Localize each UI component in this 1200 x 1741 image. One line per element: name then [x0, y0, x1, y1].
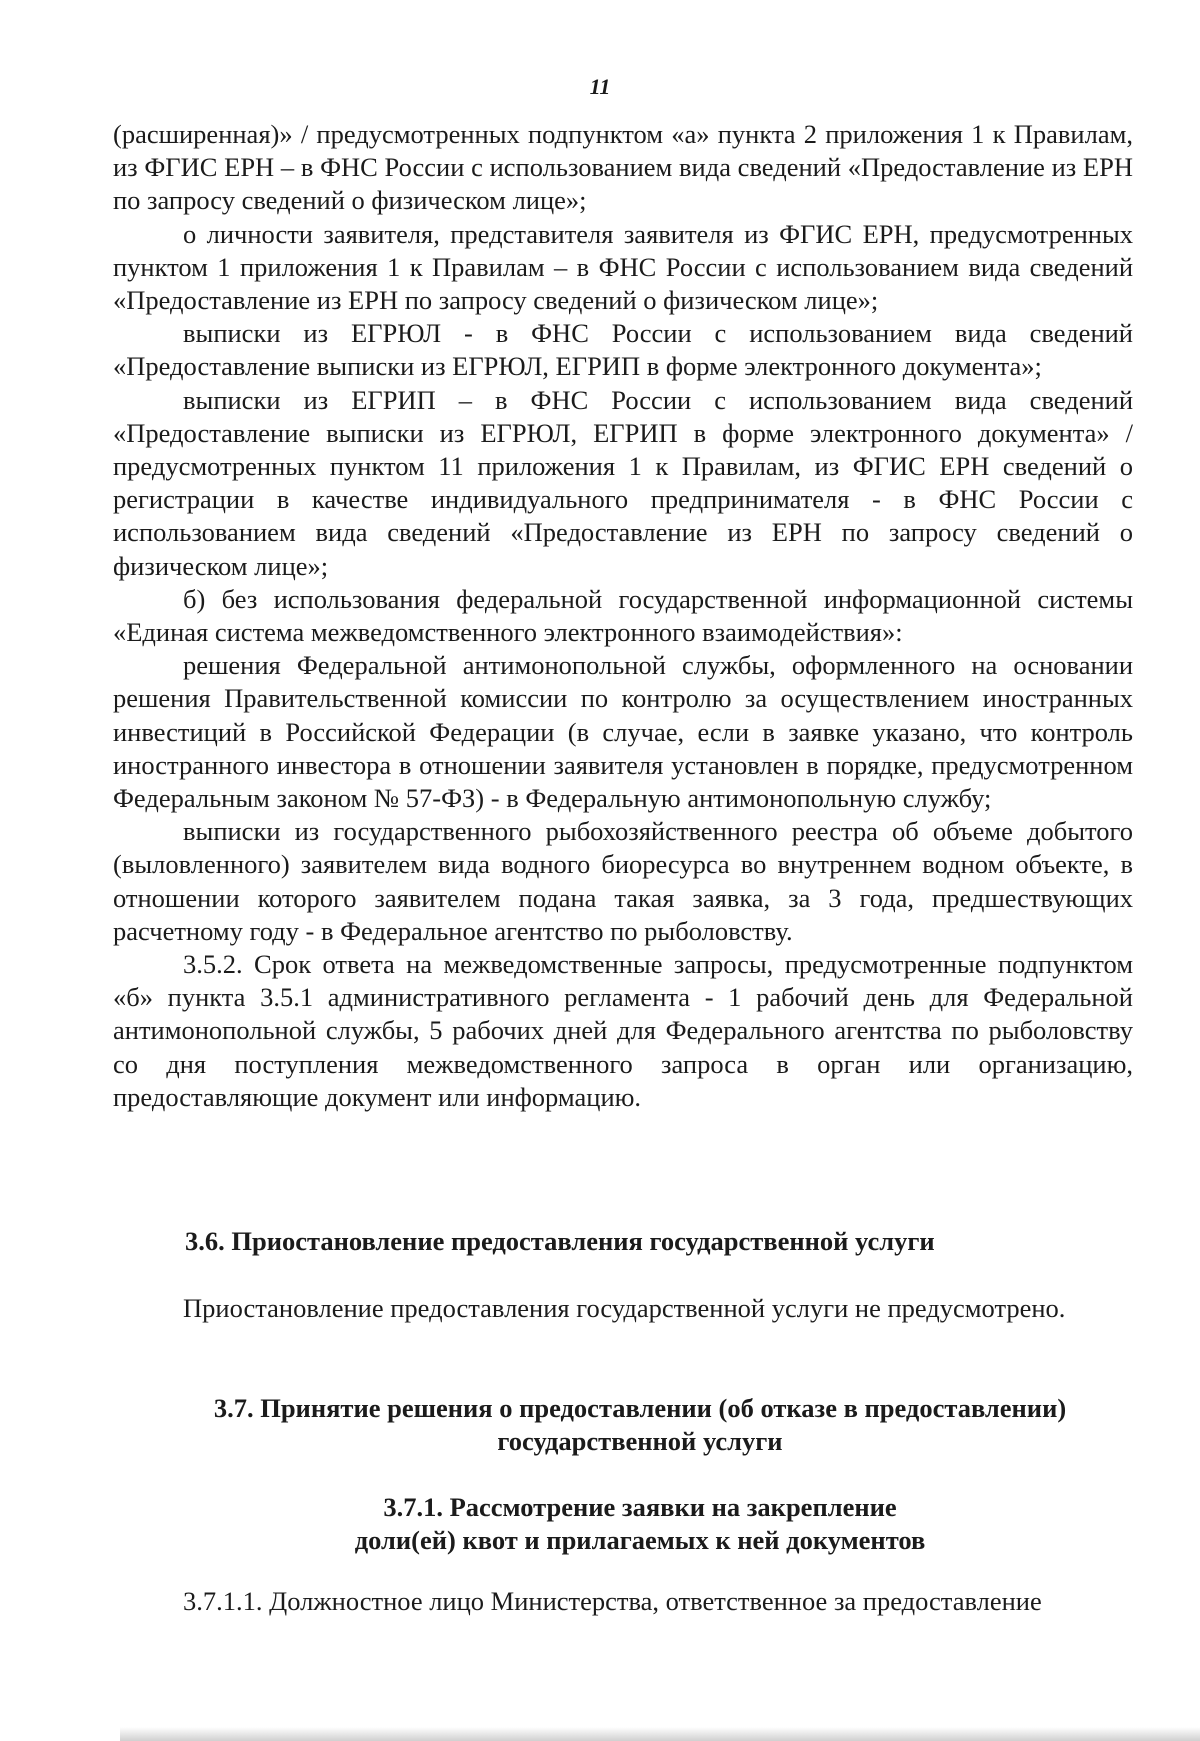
section-3-7-1-1-body	[113, 1585, 1133, 1618]
paragraph: о личности заявителя, представителя заявителя из ФГИС ЕРН, предусмотренных пунктом 1 приложения 1 к Правилам – в ФНС России с использованием вида сведений «Предоставление из ЕРН по запросу сведений о физическом лице»;	[113, 218, 1133, 316]
section-3-6-body	[113, 1292, 1133, 1325]
paragraph: выписки из государственного рыбохозяйственного реестра об объеме добытого (выловленного) заявителем вида водного биоресурса во внутреннем водном объекте, в отношении которого заявителем подана такая заявка, за 3 года, предшествующих расчетному году - в Федеральное агентство по рыболовству.	[113, 816, 1133, 946]
section-3-7-1-heading	[140, 1491, 1140, 1557]
paragraph: выписки из ЕГРИП – в ФНС России с использованием вида сведений «Предоставление выписки из ЕГРЮЛ, ЕГРИП в форме электронного документа» / предусмотренных пунктом 11 приложения 1 к Правилам, из ФГИС ЕРН сведений о регистрации в качестве индивидуального предпринимателя - в ФНС России с использованием вида сведений «Предоставление из ЕРН по запросу сведений о физическом лице»;	[113, 384, 1133, 581]
paragraph: Приостановление предоставления государственной услуги не предусмотрено.	[183, 1293, 1066, 1323]
paragraph: (расширенная)» / предусмотренных подпунктом «а» пункта 2 приложения 1 к Правилам, из ФГИС ЕРН – в ФНС России с использованием вида сведений «Предоставление из ЕРН по запросу сведений о физическом лице»;	[113, 119, 1133, 216]
heading-line: 3.7.1. Рассмотрение заявки на закрепление	[383, 1492, 897, 1522]
section-3-6-heading: 3.6. Приостановление предоставления государственной услуги	[185, 1226, 935, 1256]
heading-line: государственной услуги	[497, 1426, 783, 1456]
scan-edge-shadow	[120, 1727, 1200, 1741]
paragraph: 3.7.1.1. Должностное лицо Министерства, ответственное за предоставление	[183, 1586, 1042, 1616]
heading-line: доли(ей) квот и прилагаемых к ней документов	[354, 1525, 926, 1555]
heading-line: 3.7. Принятие решения о предоставлении (об отказе в предоставлении)	[213, 1393, 1067, 1423]
section-3-7-heading	[140, 1392, 1140, 1458]
paragraph: 3.5.2. Срок ответа на межведомственные запросы, предусмотренные подпунктом «б» пункта 3.5.1 административного регламента - 1 рабочий день для Федеральной антимонопольной службы, 5 рабочих дней для Федерального агентства по рыболовству со дня поступления межведомственного запроса в орган или организацию, предоставляющие документ или информацию.	[113, 949, 1133, 1112]
paragraph: б) без использования федеральной государственной информационной системы «Единая система межведомственного электронного взаимодействия»:	[113, 583, 1133, 648]
page-number: 11	[589, 74, 611, 99]
body-text	[113, 118, 1133, 1114]
paragraph: решения Федеральной антимонопольной службы, оформленного на основании решения Правительственной комиссии по контролю за осуществлением иностранных инвестиций в Российской Федерации (в случае, если в заявке указано, что контроль иностранного инвестора в отношении заявителя установлен в порядке, предусмотренном Федеральным законом № 57-ФЗ) - в Федеральную антимонопольную службу;	[113, 650, 1133, 814]
paragraph: выписки из ЕГРЮЛ - в ФНС России с использованием вида сведений «Предоставление выписки из ЕГРЮЛ, ЕГРИП в форме электронного документа»;	[113, 318, 1133, 382]
